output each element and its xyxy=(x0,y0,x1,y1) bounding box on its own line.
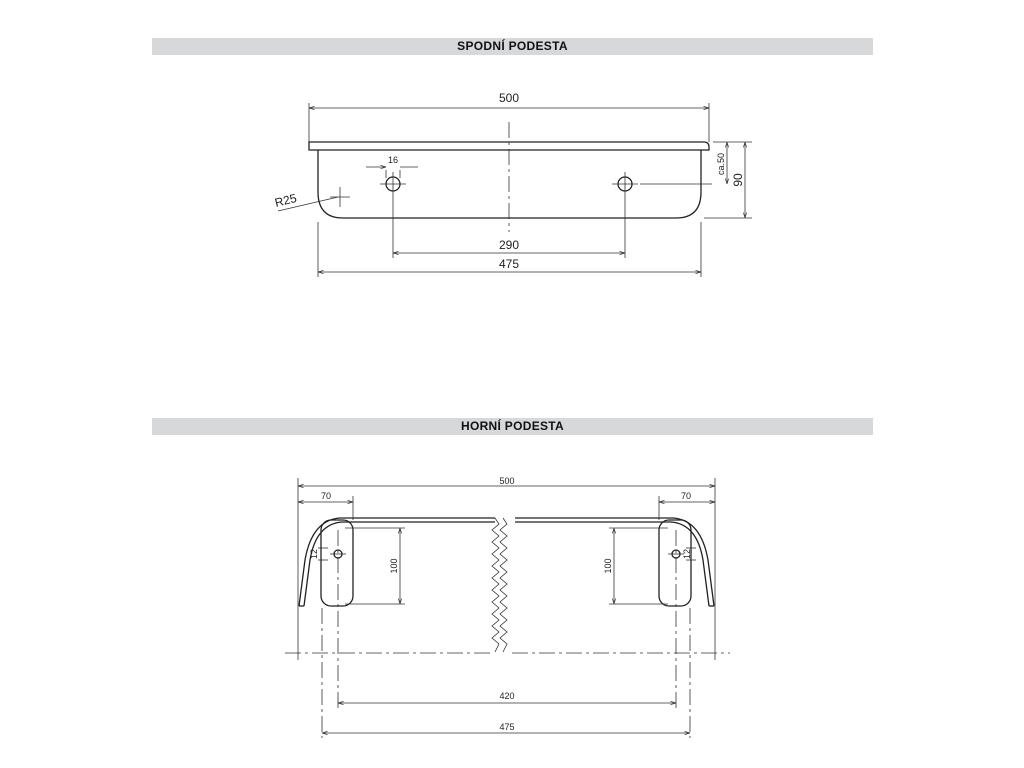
upper-platform-title: HORNÍ PODESTA xyxy=(152,418,873,435)
upper-break-line xyxy=(492,518,499,652)
lower-platform-title: SPODNÍ PODESTA xyxy=(152,38,873,55)
upper-hole-spacing-label: 420 xyxy=(499,691,515,701)
lower-hole-spacing-label: 290 xyxy=(498,238,520,252)
upper-left-flange-plate xyxy=(321,520,353,606)
lower-overall-width-label: 500 xyxy=(498,91,520,105)
upper-platform-drawing xyxy=(285,476,730,738)
upper-right-flange-label: 70 xyxy=(680,491,692,501)
lower-base-width-label: 475 xyxy=(498,257,520,271)
lower-platform-drawing xyxy=(273,91,752,277)
upper-right-height-label: 100 xyxy=(603,558,613,574)
lower-hole-diameter-label: 16 xyxy=(387,155,399,165)
lower-hole-height-label: ca.50 xyxy=(716,152,726,176)
upper-left-flange-label: 70 xyxy=(320,491,332,501)
lower-radius-label: R25 xyxy=(273,191,299,210)
upper-left-hole-label: 12 xyxy=(309,548,319,560)
upper-overall-width-label: 500 xyxy=(499,476,515,486)
upper-right-flange-plate xyxy=(659,520,691,606)
upper-platform-profile-right xyxy=(515,518,714,606)
upper-right-hole-label: 12 xyxy=(682,548,692,560)
lower-total-height-label: 90 xyxy=(731,173,745,187)
upper-left-height-label: 100 xyxy=(389,558,399,574)
upper-base-width-label: 475 xyxy=(499,722,515,732)
